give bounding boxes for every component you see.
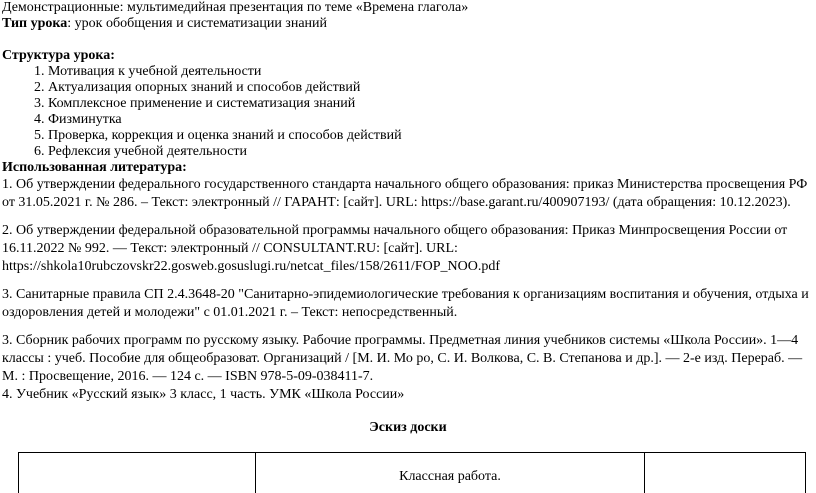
class-work-label: Классная работа. bbox=[399, 469, 501, 484]
board-sketch-table bbox=[18, 452, 806, 493]
lesson-type-label: Тип урока bbox=[2, 16, 68, 31]
board-sketch-heading: Эскиз доски bbox=[369, 420, 447, 435]
literature-item: 1. Об утверждении федерального государственного стандарта начального общего образования: приказ Министерства просвещения РФ от 31.05.2021 г. № 286. – Текст: электронный // ГАРАНТ: [сайт]. URL: https://base.garant.ru/400907193/ (дата обращения: 10.12.2023). bbox=[2, 177, 808, 210]
board-cell-left bbox=[19, 453, 256, 493]
board-cell-right bbox=[645, 453, 805, 493]
literature-item: 2. Об утверждении федеральной образовательной программы начального общего образования: Приказ Минпросвещения России от 16.11.2022 № 992. — Текст: электронный // CONSULTANT.RU: [сайт]. URL: https://shkola10rubczovskr22.gosweb.gosuslugi.ru/netcat_files/158/2611/FOP_NOO.pdf bbox=[2, 223, 788, 274]
demo-materials-line: Демонстрационные: мультимедийная презентация по теме «Времена глагола» bbox=[2, 0, 469, 15]
structure-list bbox=[2, 64, 814, 160]
literature-item: 4. Учебник «Русский язык» 3 класс, 1 часть. УМК «Школа России» bbox=[2, 387, 405, 402]
lesson-type-value: : урок обобщения и систематизации знаний bbox=[67, 16, 328, 31]
structure-heading: Структура урока: bbox=[2, 48, 115, 63]
structure-item: 3. Комплексное применение и систематизация знаний bbox=[34, 96, 356, 111]
board-cell-center bbox=[256, 453, 645, 493]
structure-item: 4. Физминутка bbox=[34, 112, 122, 127]
literature-item: 3. Санитарные правила СП 2.4.3648-20 "Санитарно-эпидемиологические требования к организациям воспитания и обучения, отдыха и оздоровления детей и молодежи" с 01.01.2021 г. – Текст: непосредственный. bbox=[2, 287, 809, 320]
structure-item: 1. Мотивация к учебной деятельности bbox=[34, 64, 262, 79]
structure-item: 2. Актуализация опорных знаний и способов действий bbox=[34, 80, 361, 95]
document-body bbox=[2, 0, 814, 404]
literature-heading: Использованная литература: bbox=[2, 160, 187, 175]
structure-item: 5. Проверка, коррекция и оценка знаний и способов действий bbox=[34, 128, 402, 143]
structure-item: 6. Рефлексия учебной деятельности bbox=[34, 144, 248, 159]
literature-item: 3. Сборник рабочих программ по русскому языку. Рабочие программы. Предметная линия учебников системы «Школа России». 1—4 классы : учеб. Пособие для общеобразоват. Организаций / [М. И. Мо ро, С. И. Волкова, С. В. Степанова и др.]. — 2-е изд. Перераб. — М. : Просвещение, 2016. — 124 с. — ISBN 978-5-09-038411-7. bbox=[2, 333, 803, 384]
lesson-type-line bbox=[2, 16, 814, 32]
